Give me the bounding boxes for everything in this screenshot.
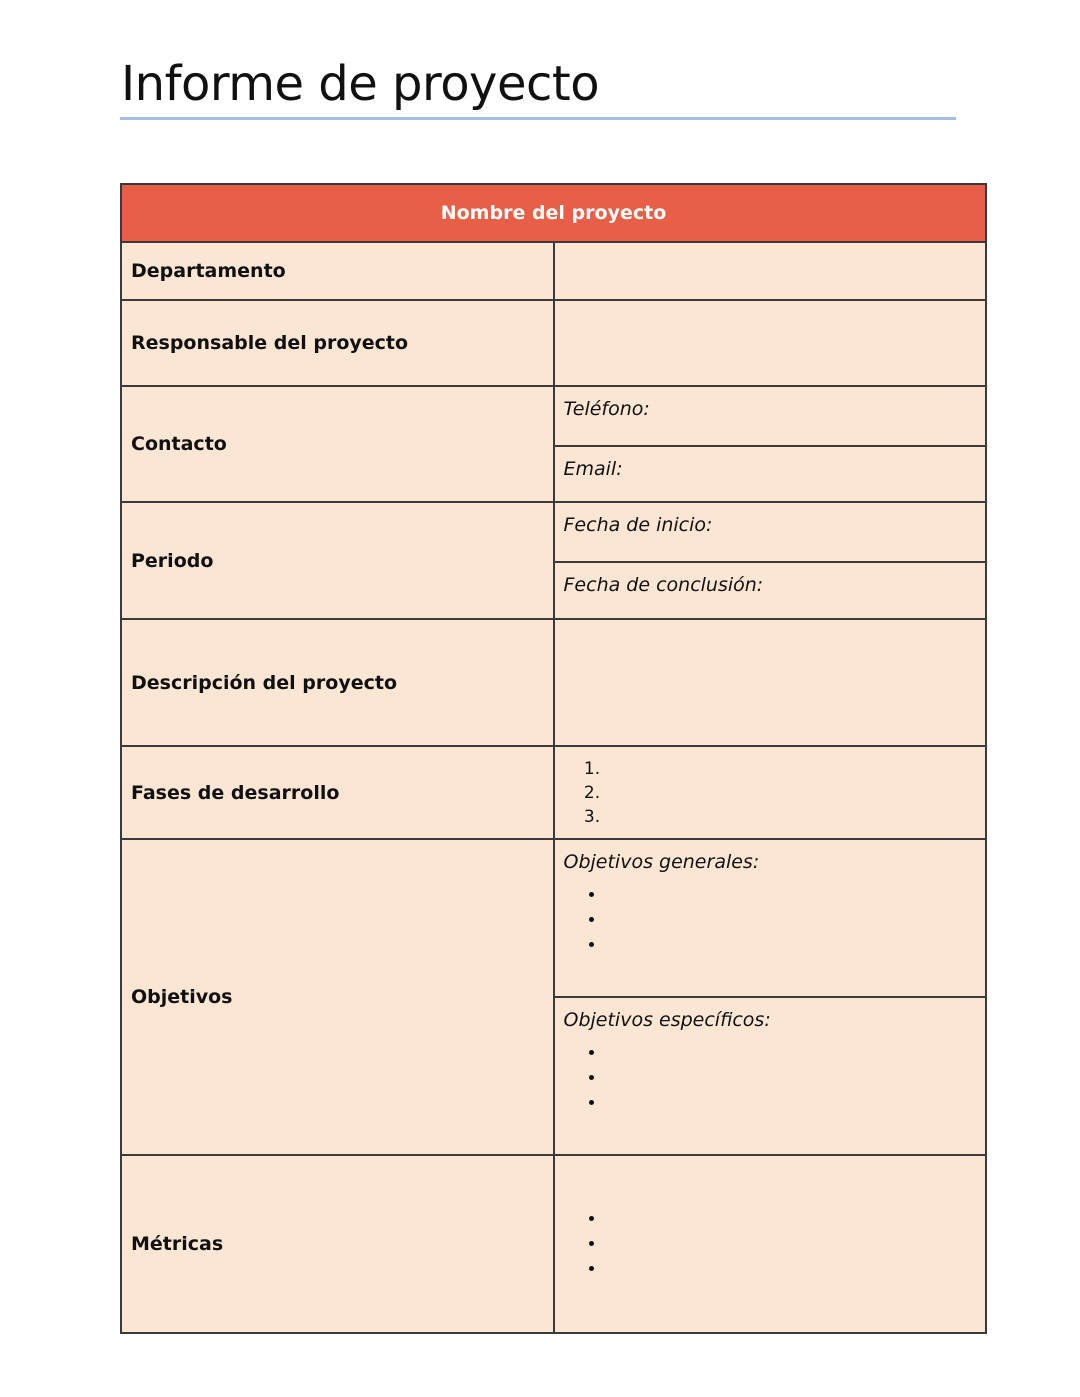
label-fases: Fases de desarrollo (121, 746, 554, 839)
fase-item[interactable] (606, 805, 977, 829)
bullet-item[interactable] (606, 1041, 977, 1066)
email-label: Email: (563, 458, 623, 480)
bullet-item[interactable] (606, 1091, 977, 1116)
value-departamento[interactable] (554, 242, 987, 300)
label-periodo: Periodo (121, 502, 554, 619)
bullet-item[interactable] (606, 883, 977, 908)
objetivos-especificos-label: Objetivos específicos: (563, 1009, 771, 1031)
objetivos-generales-label: Objetivos generales: (563, 851, 760, 873)
label-departamento: Departamento (121, 242, 554, 300)
bullet-item[interactable] (606, 1257, 977, 1282)
field-telefono[interactable] (554, 386, 987, 446)
bullet-item[interactable] (606, 1232, 977, 1257)
objetivos-especificos-list (564, 1041, 977, 1116)
title-underline (120, 117, 956, 120)
metricas-list (564, 1207, 977, 1282)
bullet-item[interactable] (606, 1207, 977, 1232)
field-email[interactable] (554, 446, 987, 502)
project-report-table (120, 183, 987, 1334)
label-contacto: Contacto (121, 386, 554, 502)
field-fecha-inicio[interactable] (554, 502, 987, 562)
telefono-label: Teléfono: (563, 398, 650, 420)
field-fecha-conclusion[interactable] (554, 562, 987, 619)
label-responsable: Responsable del proyecto (121, 300, 554, 386)
fase-item[interactable] (606, 757, 977, 781)
field-objetivos-generales[interactable] (554, 839, 987, 997)
fase-item[interactable] (606, 781, 977, 805)
bullet-item[interactable] (606, 908, 977, 933)
bullet-item[interactable] (606, 933, 977, 958)
fecha-inicio-label: Fecha de inicio: (563, 514, 713, 536)
fases-list (564, 757, 977, 829)
bullet-item[interactable] (606, 1066, 977, 1091)
page-title: Informe de proyecto (121, 56, 600, 112)
fecha-conclusion-label: Fecha de conclusión: (563, 574, 764, 596)
label-metricas: Métricas (121, 1155, 554, 1333)
label-objetivos: Objetivos (121, 839, 554, 1155)
label-descripcion: Descripción del proyecto (121, 619, 554, 746)
value-metricas[interactable] (554, 1155, 987, 1333)
value-descripcion[interactable] (554, 619, 987, 746)
value-responsable[interactable] (554, 300, 987, 386)
project-name-header[interactable]: Nombre del proyecto (121, 184, 986, 242)
field-objetivos-especificos[interactable] (554, 997, 987, 1155)
objetivos-generales-list (564, 883, 977, 958)
value-fases[interactable] (554, 746, 987, 839)
